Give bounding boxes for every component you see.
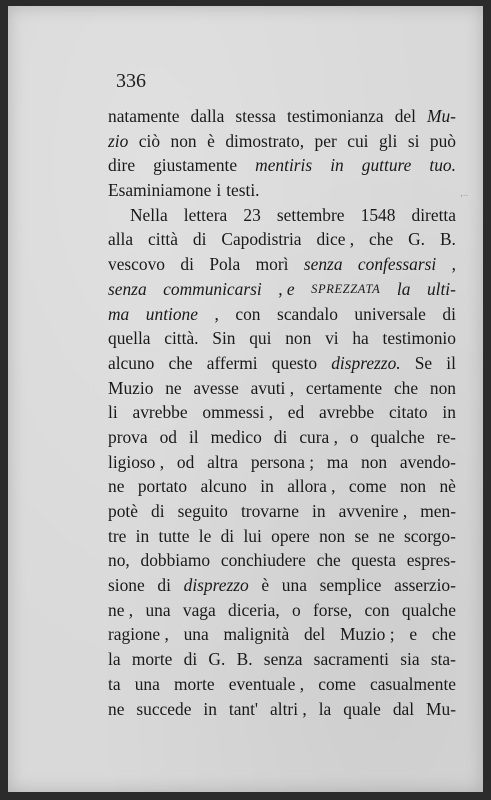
word: testimonianza bbox=[287, 106, 384, 126]
word: se bbox=[354, 525, 369, 546]
word: Se bbox=[414, 352, 433, 373]
word: prova bbox=[108, 426, 148, 447]
word: non bbox=[429, 377, 456, 398]
word: città. bbox=[164, 328, 199, 349]
word: espres- bbox=[406, 550, 456, 571]
word: il bbox=[446, 352, 456, 373]
word: diceria, bbox=[228, 599, 280, 620]
word: cui bbox=[347, 130, 369, 151]
word: morte bbox=[174, 673, 215, 694]
word: che bbox=[393, 377, 419, 398]
word: ligioso , bbox=[108, 451, 165, 472]
word: alla bbox=[108, 229, 134, 250]
word: Sin bbox=[212, 328, 236, 349]
text-line bbox=[108, 376, 456, 401]
word: allora , bbox=[287, 476, 336, 497]
word: gutture bbox=[361, 155, 412, 176]
word: di bbox=[220, 525, 235, 546]
word: portato bbox=[137, 476, 188, 497]
word: ta bbox=[108, 673, 121, 694]
text-line bbox=[108, 351, 456, 376]
word: di bbox=[192, 229, 207, 250]
text-line bbox=[108, 326, 456, 351]
word: le bbox=[198, 525, 212, 546]
word: non bbox=[285, 328, 312, 349]
word: si bbox=[407, 130, 420, 151]
word: non bbox=[361, 451, 388, 472]
word: senza bbox=[263, 649, 303, 670]
word: il bbox=[188, 426, 199, 447]
word: qualche bbox=[370, 426, 425, 447]
word: medico bbox=[210, 426, 262, 447]
word: o bbox=[292, 599, 301, 620]
word: o bbox=[349, 426, 359, 447]
text-line bbox=[108, 129, 456, 154]
word: untione bbox=[145, 303, 198, 324]
word: vaga bbox=[182, 599, 216, 620]
word: tre bbox=[108, 525, 127, 546]
word: in bbox=[203, 698, 217, 719]
word: re- bbox=[436, 426, 456, 447]
word: giustamente bbox=[153, 155, 238, 176]
word: avuti , bbox=[250, 377, 295, 398]
word: qui bbox=[249, 328, 272, 349]
word: succede bbox=[136, 698, 192, 719]
word: ma bbox=[108, 303, 130, 324]
word: con bbox=[235, 303, 261, 324]
word: con bbox=[364, 599, 390, 620]
word: ne bbox=[108, 698, 125, 719]
word: di bbox=[183, 649, 198, 670]
word: potè bbox=[108, 501, 138, 521]
word: altra bbox=[207, 451, 238, 472]
word: ed bbox=[287, 402, 305, 423]
word: 1548 bbox=[360, 204, 396, 225]
word: che bbox=[369, 229, 394, 250]
word: conchiudere bbox=[220, 550, 306, 571]
word: opere bbox=[271, 525, 310, 546]
text-line bbox=[108, 252, 456, 277]
word: città bbox=[148, 229, 178, 250]
word: cura , bbox=[299, 426, 338, 447]
word: trovarne bbox=[240, 501, 299, 521]
text-line bbox=[108, 474, 456, 499]
word: malignità bbox=[223, 624, 290, 645]
text-line bbox=[108, 425, 456, 450]
word: semplice bbox=[319, 575, 382, 596]
word: può bbox=[429, 130, 456, 151]
text-line bbox=[108, 524, 456, 549]
word: certamente bbox=[305, 377, 383, 398]
text-line bbox=[108, 400, 456, 425]
word: scandalo bbox=[277, 303, 338, 324]
word: Mu- bbox=[426, 698, 456, 719]
word: sacramenti bbox=[313, 649, 389, 670]
word: qualche bbox=[401, 599, 456, 620]
word: od bbox=[176, 451, 195, 472]
text-line bbox=[108, 672, 456, 697]
word: ne , bbox=[108, 599, 134, 620]
word: mentiris bbox=[255, 155, 313, 176]
word: zio bbox=[108, 130, 129, 151]
word: di bbox=[442, 303, 456, 324]
word: una bbox=[145, 599, 171, 620]
word: in bbox=[260, 476, 274, 497]
word: asserzio- bbox=[394, 575, 456, 596]
word: è bbox=[261, 575, 270, 596]
text-line bbox=[108, 227, 456, 252]
word: scorgo- bbox=[404, 525, 456, 546]
word: e bbox=[409, 624, 418, 645]
word: quale bbox=[343, 698, 381, 719]
word: avrebbe bbox=[132, 402, 188, 423]
word: SPREZZATA bbox=[311, 281, 381, 296]
word: questa bbox=[351, 550, 396, 571]
text-line bbox=[108, 153, 456, 178]
word: Muzio bbox=[108, 377, 154, 398]
word: del bbox=[303, 624, 326, 645]
word: la bbox=[108, 649, 121, 670]
word: tuo. bbox=[429, 155, 456, 176]
word: ha bbox=[352, 328, 369, 349]
word: la bbox=[396, 278, 411, 299]
word: tutte bbox=[158, 525, 190, 546]
word: Muzio ; bbox=[339, 624, 395, 645]
word: ulti- bbox=[426, 278, 456, 299]
word: non bbox=[399, 476, 427, 497]
word: vi bbox=[325, 328, 339, 349]
word: stessa bbox=[235, 106, 276, 126]
word: in bbox=[442, 402, 456, 423]
word: che bbox=[431, 624, 456, 645]
text-line bbox=[108, 598, 456, 623]
word: , bbox=[214, 303, 219, 324]
word: B. bbox=[439, 229, 456, 250]
word: di bbox=[151, 501, 165, 521]
word: , e bbox=[278, 278, 295, 299]
word: avendo- bbox=[399, 451, 456, 472]
word: del bbox=[394, 106, 416, 126]
word: communicarsi bbox=[163, 278, 262, 299]
book-page bbox=[8, 6, 483, 792]
word: , bbox=[451, 254, 456, 275]
text-line bbox=[108, 203, 456, 228]
word: lettera bbox=[183, 204, 228, 225]
word: come bbox=[318, 673, 356, 694]
text-line bbox=[108, 302, 456, 327]
word: ciò bbox=[138, 130, 161, 151]
word: persona ; bbox=[250, 451, 315, 472]
word: i bbox=[216, 180, 222, 201]
text-line bbox=[108, 104, 456, 129]
word: seguito bbox=[177, 501, 228, 521]
word: no, bbox=[108, 550, 130, 571]
text-line bbox=[108, 499, 456, 524]
text-line bbox=[108, 548, 456, 573]
word: dobbiamo bbox=[140, 550, 211, 571]
word: ma bbox=[326, 451, 349, 472]
word: avvenire , bbox=[338, 501, 408, 521]
text-line bbox=[108, 622, 456, 647]
word: men- bbox=[420, 501, 456, 521]
word: forse, bbox=[313, 599, 353, 620]
word: per bbox=[314, 130, 337, 151]
word: ragione , bbox=[108, 624, 169, 645]
word: gli bbox=[378, 130, 398, 151]
word: citato bbox=[388, 402, 428, 423]
word: di bbox=[180, 254, 194, 275]
word: in bbox=[330, 155, 344, 176]
word: dal bbox=[392, 698, 415, 719]
word: Pola bbox=[209, 254, 241, 275]
word: vescovo bbox=[108, 254, 165, 275]
word: Nella bbox=[130, 204, 168, 225]
word: Esaminiamone bbox=[108, 180, 212, 201]
word: li bbox=[108, 402, 118, 423]
word: una bbox=[134, 673, 160, 694]
text-line bbox=[108, 573, 456, 598]
word: non bbox=[170, 130, 197, 151]
word: una bbox=[281, 575, 307, 596]
body-text bbox=[108, 104, 456, 721]
word: nè bbox=[439, 476, 456, 497]
word: dalla bbox=[190, 106, 225, 126]
word: ne bbox=[165, 377, 182, 398]
word: casualmente bbox=[370, 673, 456, 694]
text-line bbox=[108, 697, 456, 722]
word: dire bbox=[108, 155, 136, 176]
word: dice , bbox=[316, 229, 355, 250]
word: è bbox=[207, 130, 215, 151]
word: sta- bbox=[430, 649, 456, 670]
word: in bbox=[135, 525, 150, 546]
word: senza bbox=[108, 278, 147, 299]
word: lui bbox=[243, 525, 262, 546]
word: come bbox=[348, 476, 387, 497]
word: altri , bbox=[270, 698, 307, 719]
word: morì bbox=[255, 254, 289, 275]
word: disprezzo. bbox=[331, 352, 401, 373]
word: che bbox=[316, 550, 341, 571]
word: sia bbox=[400, 649, 420, 670]
text-line bbox=[108, 450, 456, 475]
word: G. bbox=[208, 649, 226, 670]
word: senza bbox=[303, 254, 343, 275]
word: alcuno bbox=[108, 352, 155, 373]
word: quella bbox=[108, 328, 151, 349]
word: la bbox=[318, 698, 332, 719]
word: affermi bbox=[206, 352, 258, 373]
word: questo bbox=[271, 352, 318, 373]
word: Capodistria bbox=[221, 229, 302, 250]
page-number: 336 bbox=[116, 70, 146, 92]
word: tant' bbox=[228, 698, 259, 719]
word: G. bbox=[408, 229, 426, 250]
word: settembre bbox=[276, 204, 345, 225]
word: ommessi , bbox=[202, 402, 273, 423]
word: od bbox=[159, 426, 177, 447]
word: 23 bbox=[243, 204, 261, 225]
word: testimonio bbox=[382, 328, 456, 349]
word: in bbox=[312, 501, 326, 521]
word: ne bbox=[108, 476, 125, 497]
text-line bbox=[108, 647, 456, 672]
text-line bbox=[108, 178, 456, 203]
word: avrebbe bbox=[319, 402, 375, 423]
word: non bbox=[319, 525, 346, 546]
word: di bbox=[273, 426, 288, 447]
word: che bbox=[168, 352, 193, 373]
word: avesse bbox=[193, 377, 239, 398]
word: dimostrato, bbox=[225, 130, 305, 151]
margin-mark: ,.. bbox=[460, 188, 469, 199]
word: B. bbox=[236, 649, 253, 670]
word: alcuno bbox=[200, 476, 247, 497]
word: disprezzo bbox=[183, 575, 249, 596]
word: di bbox=[157, 575, 171, 596]
word: testi. bbox=[226, 180, 260, 201]
word: sione bbox=[108, 575, 145, 596]
word: una bbox=[183, 624, 209, 645]
word: morte bbox=[131, 649, 173, 670]
word: natamente bbox=[108, 106, 180, 126]
word: Mu- bbox=[427, 106, 456, 126]
text-line bbox=[108, 277, 456, 302]
word: eventuale , bbox=[228, 673, 305, 694]
word: diretta bbox=[411, 204, 456, 225]
word: ne bbox=[378, 525, 395, 546]
word: confessarsi bbox=[357, 254, 437, 275]
word: universale bbox=[354, 303, 426, 324]
